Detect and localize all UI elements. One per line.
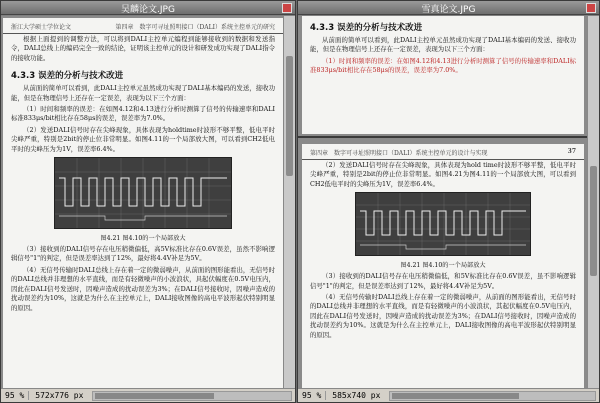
close-icon[interactable] (282, 3, 292, 13)
scrollbar-thumb[interactable] (95, 393, 214, 399)
section-heading: 4.3.3 误差的分析与技术改进 (11, 71, 124, 82)
image-viewer-window-right (297, 0, 600, 403)
scrollbar-thumb[interactable] (590, 166, 597, 276)
image-viewport-top[interactable] (298, 16, 587, 136)
image-viewport-bottom[interactable] (298, 138, 587, 388)
title-bar[interactable] (1, 1, 295, 15)
oscilloscope-figure (54, 157, 232, 229)
zoom-level[interactable]: 95 % (1, 391, 29, 400)
vertical-scrollbar[interactable] (587, 16, 599, 388)
figure-caption: 图4.21 图4.10的一个局部放大 (400, 262, 486, 270)
paragraph: （1）时间和频率的误差：在如图4.12和4.13进行分析时测算了信号的传输速率和DALI标准833μs/bit相比存在58μs的误差，误差率为7.0%。 (11, 105, 275, 123)
image-dimensions: 585x740 px (332, 391, 381, 400)
figure-caption: 图4.21 图4.10的一个局部放大 (100, 235, 186, 243)
vertical-scrollbar[interactable] (283, 16, 295, 388)
zoom-level[interactable]: 95 % (298, 391, 326, 400)
scrollbar-thumb[interactable] (286, 56, 293, 176)
paragraph: （2）发送DALI信号时存在尖峰现象，具体表现为hold time时波形不够平整，低电平时尖峰严重，特别是2bit的停止位非常明显。如图4.21为图4.11的一个局部放大图，可以看到CH2低电平时的尖峰压为1V，误差率6.4%。 (310, 161, 576, 188)
status-bar (1, 388, 295, 402)
title-bar[interactable] (298, 1, 599, 15)
document-page-bottom (302, 144, 584, 388)
header-center: 第四章 数字可寻址照明接口（DALI）系统主控单元的设计与实现 (310, 150, 488, 157)
image-viewer-window-left (0, 0, 296, 403)
document-page (3, 18, 283, 388)
image-dimensions: 572x776 px (35, 391, 84, 400)
page-header (302, 144, 584, 160)
intro-paragraph: 根据上面提到的调整方法，可以将到DALI主控单元编程到能够接收到的数据和发送指令，DALI总线上的编码完全一致的结论，证明该主控单元的设计和研发成功实现了DALI指令的接收功能。 (11, 35, 275, 62)
paragraph: （4）无信号传输时DALI总线上存在着一定的微弱噪声，从前面的图形能看出，无信号时的DALI总线并非理想的水平直线，而是有轻微噪声的小波浪状，具起伏幅度在0.5V电压内，因此在DALI信号发送时，因噪声造成的扰动误差为3%；在DALI信号接收时，因噪声造成的扰动误差约为10%，这就是为什么在主控单元上，DALI接收图像的高电平波形起伏特别明显的原因。 (11, 265, 275, 312)
horizontal-scrollbar[interactable] (389, 391, 596, 401)
status-bar (298, 388, 599, 402)
section-heading: 4.3.3 误差的分析与技术改进 (310, 23, 423, 33)
window-title: 雪真论文.JPG (421, 5, 476, 15)
oscilloscope-figure (355, 192, 531, 256)
header-right: 第四章 数字可寻址照明接口（DALI）系统主控单元的研究 (115, 24, 275, 31)
paragraph: 从前面的简单可以看到，此DALI主控单元虽然成功实现了DALI基本编码的发送、接收功能，但是在物理信号上还存在一定误差，表现为以下三个方面： (310, 36, 576, 54)
page-number: 37 (567, 148, 576, 155)
highlighted-paragraph: （1）时间和频率的误差：在如图4.12和4.13进行分析时测算了信号的传输速率和DALI标准833μs/bit相比存在58μs的误差，误差率为7.0%。 (310, 56, 576, 75)
paragraph: 从前面的简单可以看到，此DALI主控单元虽然成功实现了DALI基本编码的发送，接收功能，但是在物理信号上还存在一定误差，表现为以下三个方面： (11, 84, 275, 102)
close-icon[interactable] (586, 3, 596, 13)
paragraph: （3）接收到的DALI信号存在电压稍微偏低，和5V标准比存在0.6V误差，虽不影响逻辑信号"1"的判定，但是误差率达到了12%，最好将4.4V补足为5V。 (310, 272, 576, 290)
horizontal-scrollbar[interactable] (92, 391, 292, 401)
header-left: 浙江大学硕士学位论文 (11, 24, 72, 31)
window-title: 吴麟论文.JPG (121, 5, 175, 15)
paragraph: （3）接收到的DALI信号存在电压稍微偏低，高5V标准比存在0.6V误差，虽然不影响逻辑信号"1"的判定，但是误差率达到了12%，最好将4.4V补足为5V。 (11, 245, 275, 263)
document-page-top (302, 16, 584, 134)
image-viewport[interactable] (1, 16, 283, 388)
paragraph: （2）发送DALI信号时存在尖峰现象，具体表现为holdtime时波形不够平整，低电平时尖峰严重，特别是2bit的停止位非常明显。如图4.11的一个局部放大图，可以看到CH2低电平时的尖峰压为为1V，误差率6.4%。 (11, 125, 275, 153)
scrollbar-thumb[interactable] (392, 393, 519, 399)
page-header (3, 18, 283, 34)
paragraph: （4）无信号传输时DALI总线上存在着一定的微弱噪声，从前面的图形能看出，无信号时的DALI总线并非理想的水平直线，而是有轻微噪声的小波浪状，其起伏幅度在0.5V电压内，因此在DALI信号发送时，因噪声造成的扰动误差为3%；在DALI信号接收时，因噪声造成的扰动误差约为10%。这就是为什么在主控单元上，DALI接收图像的高电平波形起伏特别明显的原因。 (310, 293, 576, 339)
